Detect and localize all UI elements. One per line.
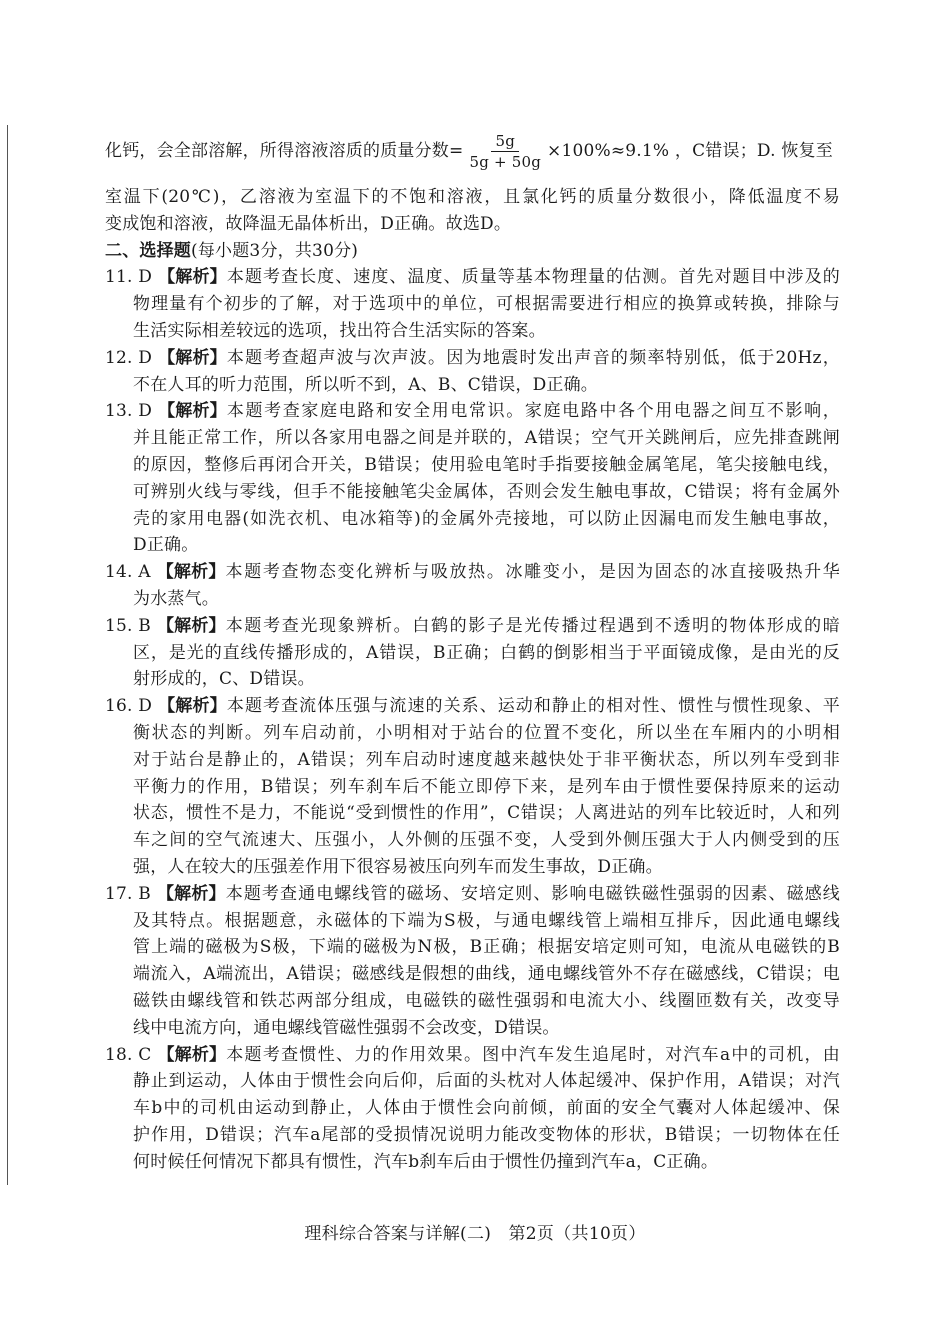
answer-first-line [105, 613, 840, 640]
answer-text-line: 壳的家用电器(如洗衣机、电冰箱等)的金属外壳接地，可以防止因漏电而发生触电事故， [133, 508, 840, 529]
answer-text-line: 护作用，D错误；汽车a尾部的受损情况说明力能改变物体的形状，B错误；一切物体在任 [133, 1124, 840, 1145]
section-title-text: 二、选择题 [105, 240, 191, 261]
answer-text-line: 物理量有个初步的了解，对于选项中的单位，可根据需要进行相应的换算或转换，排除与 [133, 294, 840, 315]
answer-text: 本题考查家庭电路和安全用电常识。家庭电路中各个用电器之间互不影响， [226, 401, 840, 422]
formula-prefix: 化钙，会全部溶解，所得溶液溶质的质量分数= [105, 140, 464, 161]
answer-text-line: 及其特点。根据题意，永磁体的下端为S极，与通电螺线管上端相互排斥，因此通电螺线 [133, 910, 840, 931]
answer-text-line: 端流入，A端流出，A错误；磁感线是假想的曲线，通电螺线管外不存在磁感线，C错误；电 [133, 964, 840, 985]
page-footer: 理科综合答案与详解(二) 第2页（共10页） [304, 1224, 646, 1244]
analysis-tag: 【解析】 [156, 883, 226, 904]
mass-fraction [465, 131, 545, 172]
answer-text-line: 强，人在较大的压强差作用下很容易被压向列车而发生事故，D正确。 [133, 856, 663, 877]
section-subtitle: (每小题3分，共30分) [191, 240, 359, 261]
answer-number: 18. C [105, 1044, 152, 1065]
left-margin-rule [7, 125, 8, 1185]
answer-item [105, 398, 840, 559]
answer-first-line [105, 1042, 840, 1069]
answer-text-line: D正确。 [133, 535, 199, 556]
answer-text-line: 不在人耳的听力范围，所以听不到，A、B、C错误，D正确。 [133, 374, 599, 395]
answer-text-line: 衡状态的判断。列车启动前，小明相对于站台的位置不变化，所以坐在车厢内的小明相 [133, 722, 840, 743]
answer-text-line: 磁铁由螺线管和铁芯两部分组成，电磁铁的磁性强弱和电流大小、线圈匝数有关，改变导 [133, 990, 840, 1011]
answer-text-line: 区，是光的直线传播形成的，A错误，B正确；白鹤的倒影相当于平面镜成像，是由光的反 [133, 642, 840, 663]
answer-list [105, 264, 840, 1175]
analysis-tag: 【解析】 [156, 615, 226, 636]
answer-item [105, 693, 840, 881]
answer-text: 本题考查光现象辨析。白鹤的影子是光传播过程遇到不透明的物体形成的暗 [225, 615, 840, 636]
answer-text-line: 为水蒸气。 [133, 588, 219, 609]
answer-text-line: 管上端的磁极为S极，下端的磁极为N极，B正确；根据安培定则可知，电流从电磁铁的B [133, 937, 840, 958]
answer-text: 本题考查超声波与次声波。因为地震时发出声音的频率特别低，低于20Hz， [226, 347, 840, 368]
answer-number: 13. D [105, 401, 153, 422]
answer-item [105, 613, 840, 693]
answer-first-line [105, 693, 840, 720]
formula-line [105, 118, 840, 184]
formula-suffix: ×100%≈9.1% ，C错误；D. 恢复至 [547, 140, 833, 161]
answer-text-line: 可辨别火线与零线，但手不能接触笔尖金属体，否则会发生触电事故，C错误；将有金属外 [133, 481, 840, 502]
answer-item [105, 264, 840, 344]
analysis-tag: 【解析】 [157, 1044, 227, 1065]
answer-text-line: 平衡力的作用，B错误；列车刹车后不能立即停下来，是列车由于惯性要保持原来的运动 [133, 776, 840, 797]
intro-line: 室温下(20℃)，乙溶液为室温下的不饱和溶液，且氯化钙的质量分数很小，降低温度不易 [105, 187, 840, 207]
answer-text-line: 射形成的，C、D错误。 [133, 669, 315, 690]
answer-text-line: 对于站台是静止的，A错误；列车启动时速度越来越快处于非平衡状态，所以列车受到非 [133, 749, 840, 770]
answer-first-line [105, 264, 840, 291]
answer-text-line: 何时候任何情况下都具有惯性，汽车b刹车后由于惯性仍撞到汽车a，C正确。 [133, 1151, 719, 1172]
answer-number: 14. A [105, 562, 151, 583]
answer-text: 本题考查物态变化辨析与吸放热。冰雕变小，是因为固态的冰直接吸热升华 [225, 562, 840, 583]
analysis-tag: 【解析】 [158, 401, 227, 422]
answer-text-line: 并且能正常工作，所以各家用电器之间是并联的，A错误；空气开关跳闸后，应先排查跳闸 [133, 428, 840, 449]
answer-item [105, 1042, 840, 1176]
answer-item [105, 559, 840, 613]
answer-text-line: 车之间的空气流速大、压强小，人外侧的压强不变，人受到外侧压强大于人内侧受到的压 [133, 830, 840, 851]
answer-text-line: 静止到运动，人体由于惯性会向后仰，后面的头枕对人体起缓冲、保护作用，A错误；对汽 [133, 1071, 840, 1092]
answer-item [105, 345, 840, 399]
answer-text: 本题考查流体压强与流速的关系、运动和静止的相对性、惯性与惯性现象、平 [226, 696, 840, 717]
answer-first-line [105, 345, 840, 372]
analysis-tag: 【解析】 [158, 347, 227, 368]
answer-text-line: 生活实际相差较远的选项，找出符合生活实际的答案。 [133, 320, 546, 341]
page-content [105, 118, 840, 1175]
answer-text-line: 线中电流方向，通电螺线管磁性强弱不会改变，D错误。 [133, 1017, 560, 1038]
intro-line: 变成饱和溶液，故降温无晶体析出，D正确。故选D。 [105, 213, 512, 234]
answer-number: 11. D [105, 267, 153, 288]
answer-text-line: 的原因，整修后再闭合开关，B错误；使用验电笔时手指要接触金属笔尾，笔尖接触电线， [133, 454, 840, 475]
analysis-tag: 【解析】 [156, 562, 226, 583]
answer-number: 12. D [105, 347, 153, 368]
answer-first-line [105, 559, 840, 586]
answer-item [105, 881, 840, 1042]
fraction-denominator: 5g + 50g [469, 152, 541, 171]
fraction-numerator: 5g [491, 131, 519, 152]
answer-text-line: 车b中的司机由运动到静止，人体由于惯性会向前倾，前面的安全气囊对人体起缓冲、保 [133, 1098, 840, 1119]
answer-text-line: 状态，惯性不是力，不能说“受到惯性的作用”，C错误；人离进站的列车比较近时，人和列 [133, 803, 840, 824]
answer-number: 17. B [105, 883, 151, 904]
analysis-tag: 【解析】 [158, 696, 227, 717]
answer-text: 本题考查长度、速度、温度、质量等基本物理量的估测。首先对题目中涉及的 [226, 267, 840, 288]
answer-text: 本题考查惯性、力的作用效果。图中汽车发生追尾时，对汽车a中的司机，由 [226, 1044, 840, 1065]
answer-number: 16. D [105, 696, 153, 717]
answer-text: 本题考查通电螺线管的磁场、安培定则、影响电磁铁磁性强弱的因素、磁感线 [225, 883, 840, 904]
answer-number: 15. B [105, 615, 151, 636]
answer-first-line [105, 398, 840, 425]
answer-first-line [105, 881, 840, 908]
section-title [105, 238, 840, 265]
analysis-tag: 【解析】 [158, 267, 227, 288]
